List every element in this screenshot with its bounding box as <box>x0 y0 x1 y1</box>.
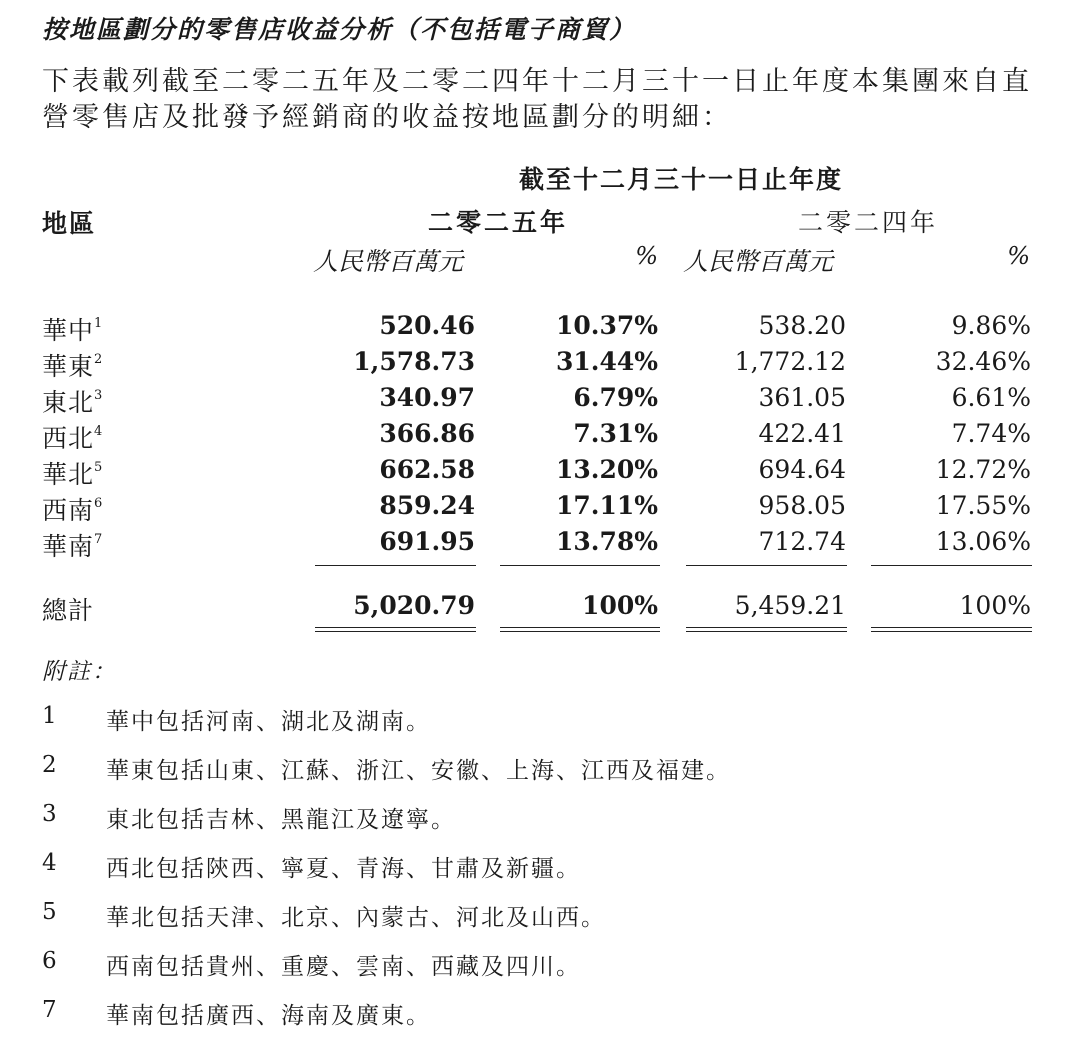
pct-2024-cell: 17.55% <box>935 491 1031 520</box>
total-double-rule <box>500 627 660 632</box>
revenue-2025-cell: 1,578.73 <box>353 347 475 376</box>
footnote-number: 1 <box>42 703 57 729</box>
footnote-text: 華中包括河南、湖北及湖南。 <box>106 709 431 735</box>
subtotal-rule <box>500 565 660 566</box>
footnote-text: 東北包括吉林、黑龍江及遼寧。 <box>106 807 456 833</box>
revenue-2024-cell: 958.05 <box>758 491 846 520</box>
total-double-rule <box>686 627 847 632</box>
footnote-number: 3 <box>42 801 57 827</box>
notes-title: 附註： <box>42 659 117 685</box>
revenue-2024-cell: 1,772.12 <box>734 347 846 376</box>
revenue-2025-cell: 366.86 <box>379 419 475 448</box>
total-revenue-2025: 5,020.79 <box>353 591 475 620</box>
footnote-number: 4 <box>42 850 57 876</box>
revenue-2024-cell: 538.20 <box>758 311 846 340</box>
pct-header-2025: % <box>635 242 658 270</box>
footnote-marker: 4 <box>94 424 103 439</box>
table-row <box>0 311 1080 347</box>
revenue-2025-cell: 520.46 <box>379 311 475 340</box>
pct-header-2024: % <box>1007 242 1030 270</box>
pct-2024-cell: 6.61% <box>951 383 1031 412</box>
region-cell: 華北$^5$ <box>42 460 103 489</box>
footnote-text: 華東包括山東、江蘇、浙江、安徽、上海、江西及福建。 <box>106 758 731 784</box>
region-cell: 西北$^4$ <box>42 424 103 453</box>
total-pct-2024: 100% <box>959 591 1031 620</box>
footnote-text: 華北包括天津、北京、內蒙古、河北及山西。 <box>106 905 606 931</box>
footnote-marker: 2 <box>94 352 103 367</box>
table-row <box>0 419 1080 455</box>
total-pct-2025: 100% <box>582 591 658 620</box>
unit-header-2024: 人民幣百萬元 <box>683 247 834 276</box>
unit-header-2025: 人民幣百萬元 <box>313 247 464 276</box>
footnote-text: 華南包括廣西、海南及廣東。 <box>106 1003 431 1029</box>
revenue-2024-cell: 361.05 <box>758 383 846 412</box>
table-row <box>0 347 1080 383</box>
region-cell: 華東$^2$ <box>42 352 103 381</box>
revenue-2025-cell: 662.58 <box>379 455 475 484</box>
pct-2025-cell: 13.20% <box>555 455 658 484</box>
region-column-header: 地區 <box>42 209 97 238</box>
period-header: 截至十二月三十一日止年度 <box>519 165 844 194</box>
footnote-marker: 1 <box>94 316 103 331</box>
footnote-text: 西北包括陝西、寧夏、青海、甘肅及新疆。 <box>106 856 581 882</box>
total-row <box>0 591 1080 627</box>
pct-2024-cell: 32.46% <box>935 347 1031 376</box>
revenue-2025-cell: 691.95 <box>379 527 475 556</box>
table-row <box>0 383 1080 419</box>
footnote-marker: 3 <box>94 388 103 403</box>
total-revenue-2024: 5,459.21 <box>734 591 846 620</box>
pct-2024-cell: 13.06% <box>935 527 1031 556</box>
region-cell: 東北$^3$ <box>42 388 103 417</box>
total-double-rule <box>871 627 1032 632</box>
intro-paragraph: 下表載列截至二零二五年及二零二四年十二月三十一日止年度本集團來自直營零售店及批發予經銷商的收益按地區劃分的明細： <box>42 66 1032 133</box>
revenue-2024-cell: 422.41 <box>758 419 846 448</box>
footnote-number: 2 <box>42 752 57 778</box>
pct-2025-cell: 10.37% <box>555 311 658 340</box>
pct-2024-cell: 12.72% <box>935 455 1031 484</box>
revenue-2025-cell: 859.24 <box>379 491 475 520</box>
revenue-table-body <box>0 311 1080 563</box>
subtotal-rule <box>871 565 1032 566</box>
region-cell: 西南$^6$ <box>42 496 103 525</box>
pct-2024-cell: 9.86% <box>951 311 1031 340</box>
table-row <box>0 491 1080 527</box>
footnote-marker: 5 <box>94 460 103 475</box>
subtotal-rule <box>686 565 847 566</box>
revenue-2024-cell: 712.74 <box>758 527 846 556</box>
pct-2025-cell: 31.44% <box>555 347 658 376</box>
pct-2025-cell: 13.78% <box>555 527 658 556</box>
section-title: 按地區劃分的零售店收益分析（不包括電子商貿） <box>42 15 637 44</box>
region-cell: 華南$^7$ <box>42 532 103 561</box>
footnote-number: 5 <box>42 899 57 925</box>
revenue-2024-cell: 694.64 <box>758 455 846 484</box>
year-2024-header: 二零二四年 <box>798 208 939 237</box>
footnote-marker: 7 <box>94 532 103 547</box>
total-label: 總計 <box>42 596 95 625</box>
total-double-rule <box>315 627 476 632</box>
footnote-number: 6 <box>42 948 57 974</box>
table-row <box>0 527 1080 563</box>
pct-2024-cell: 7.74% <box>951 419 1031 448</box>
revenue-2025-cell: 340.97 <box>379 383 475 412</box>
footnote-text: 西南包括貴州、重慶、雲南、西藏及四川。 <box>106 954 581 980</box>
table-row <box>0 455 1080 491</box>
region-cell: 華中$^1$ <box>42 316 103 345</box>
pct-2025-cell: 7.31% <box>573 419 658 448</box>
subtotal-rule <box>315 565 476 566</box>
pct-2025-cell: 6.79% <box>573 383 658 412</box>
pct-2025-cell: 17.11% <box>555 491 658 520</box>
year-2025-header: 二零二五年 <box>428 208 569 237</box>
footnote-marker: 6 <box>94 496 103 511</box>
footnote-number: 7 <box>42 997 57 1023</box>
